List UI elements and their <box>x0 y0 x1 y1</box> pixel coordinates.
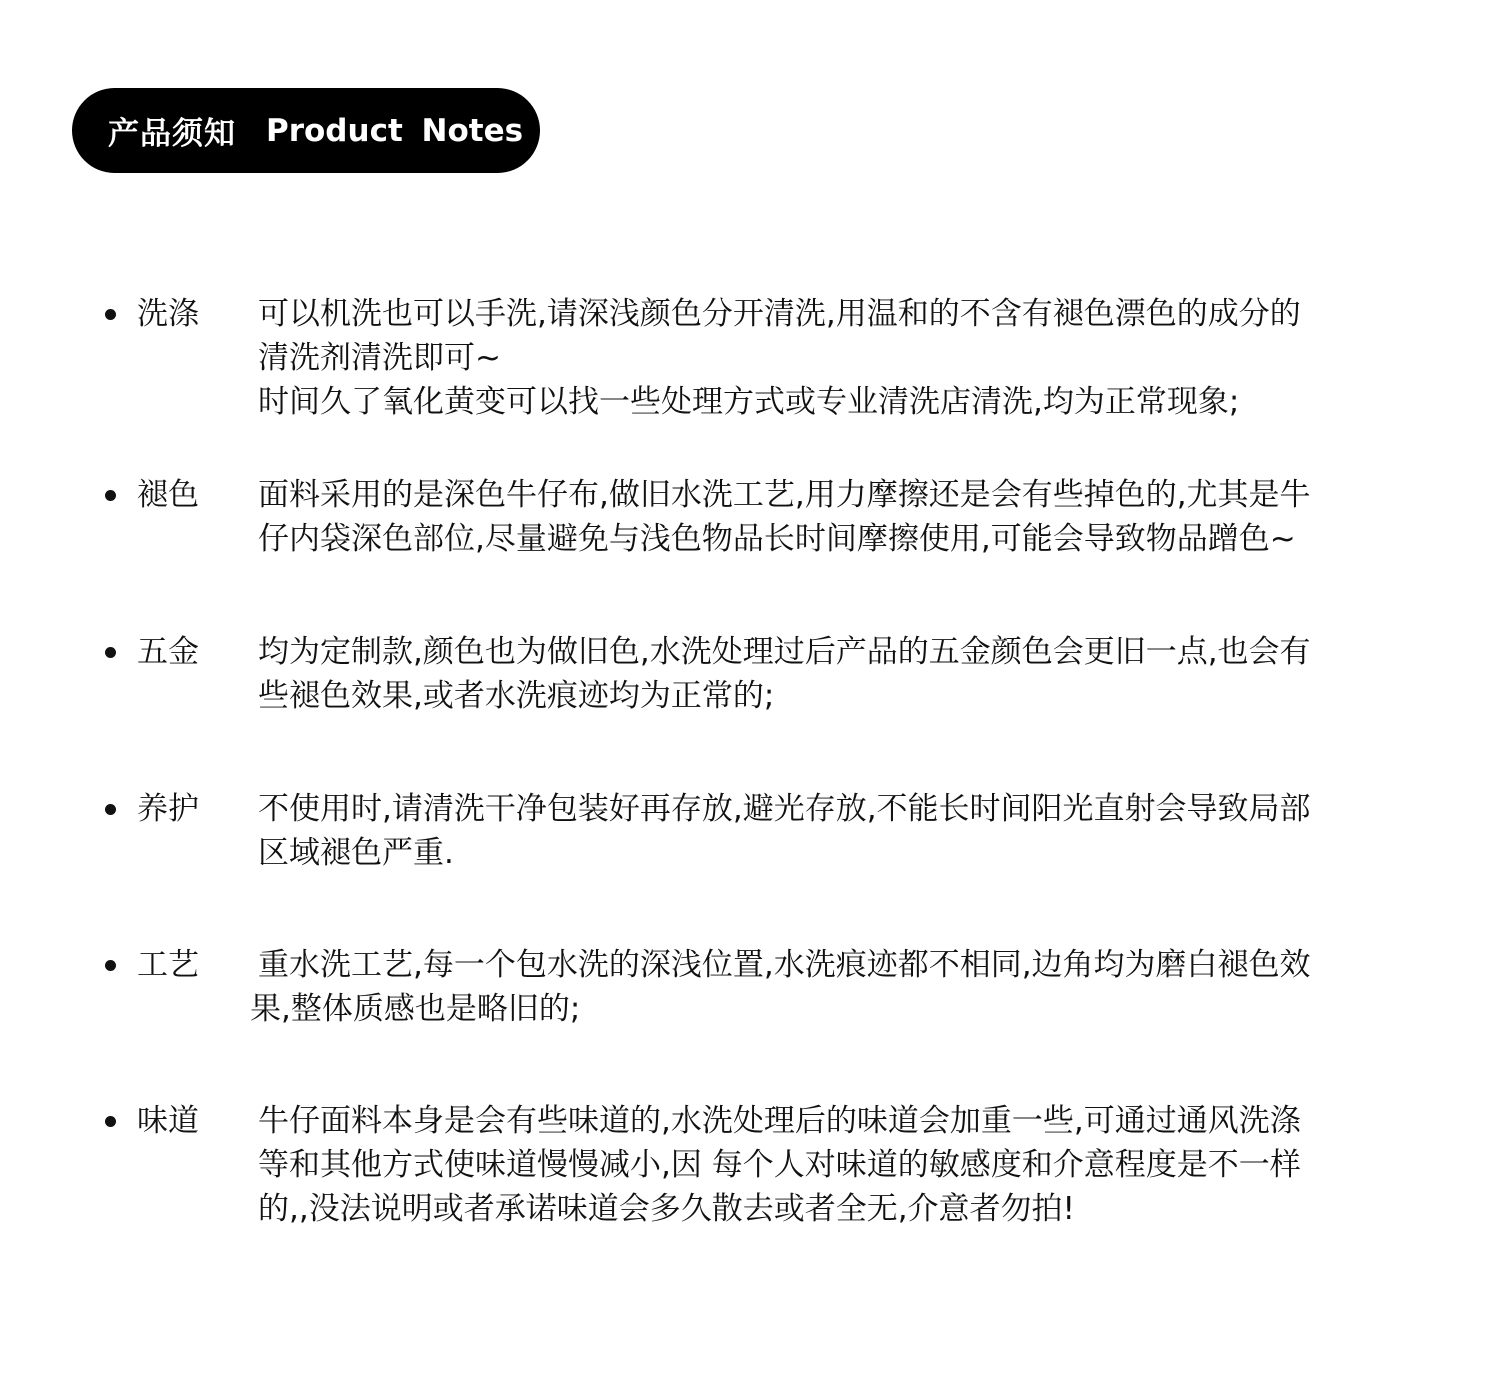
note-line: 等和其他方式使味道慢慢减小,因 每个人对味道的敏感度和介意程度是不一样 <box>258 1147 1301 1183</box>
note-line: 些褪色效果,或者水洗痕迹均为正常的; <box>258 678 775 714</box>
note-line: 面料采用的是深色牛仔布,做旧水洗工艺,用力摩擦还是会有些掉色的,尤其是牛 <box>258 477 1311 513</box>
bullet-icon <box>105 647 116 658</box>
note-line: 果,整体质感也是略旧的; <box>250 991 581 1027</box>
note-line: 牛仔面料本身是会有些味道的,水洗处理后的味道会加重一些,可通过通风洗涤 <box>258 1103 1301 1139</box>
note-line: 可以机洗也可以手洗,请深浅颜色分开清洗,用温和的不含有褪色漂色的成分的 <box>258 296 1301 332</box>
header-title-cn: 产品须知 <box>108 116 236 152</box>
header-pill <box>72 88 540 173</box>
note-content <box>258 630 1388 718</box>
note-label: 工艺 <box>137 947 199 983</box>
note-line: 的,,没法说明或者承诺味道会多久散去或者全无,介意者勿拍! <box>258 1191 1075 1227</box>
bullet-icon <box>105 804 116 815</box>
note-line: 均为定制款,颜色也为做旧色,水洗处理过后产品的五金颜色会更旧一点,也会有 <box>258 634 1311 670</box>
note-content <box>258 1099 1388 1231</box>
note-label: 养护 <box>137 791 199 827</box>
note-content <box>258 473 1388 561</box>
note-content <box>258 787 1388 875</box>
note-line: 重水洗工艺,每一个包水洗的深浅位置,水洗痕迹都不相同,边角均为磨白褪色效 <box>258 947 1311 983</box>
bullet-icon <box>105 960 116 971</box>
note-line: 时间久了氧化黄变可以找一些处理方式或专业清洗店清洗,均为正常现象; <box>258 384 1240 420</box>
bullet-icon <box>105 1116 116 1127</box>
note-line: 区域褪色严重. <box>258 835 454 871</box>
bullet-icon <box>105 309 116 320</box>
note-content <box>250 943 1388 1031</box>
note-line: 清洗剂清洗即可~ <box>258 340 501 376</box>
note-line: 不使用时,请清洗干净包装好再存放,避光存放,不能长时间阳光直射会导致局部 <box>258 791 1311 827</box>
note-label: 五金 <box>137 634 199 670</box>
header-title-en: Product Notes <box>266 112 524 149</box>
note-line: 仔内袋深色部位,尽量避免与浅色物品长时间摩擦使用,可能会导致物品蹭色~ <box>258 521 1296 557</box>
note-label: 味道 <box>137 1103 199 1139</box>
note-content <box>258 292 1388 424</box>
note-label: 褪色 <box>137 477 199 513</box>
bullet-icon <box>105 490 116 501</box>
note-label: 洗涤 <box>137 296 199 332</box>
